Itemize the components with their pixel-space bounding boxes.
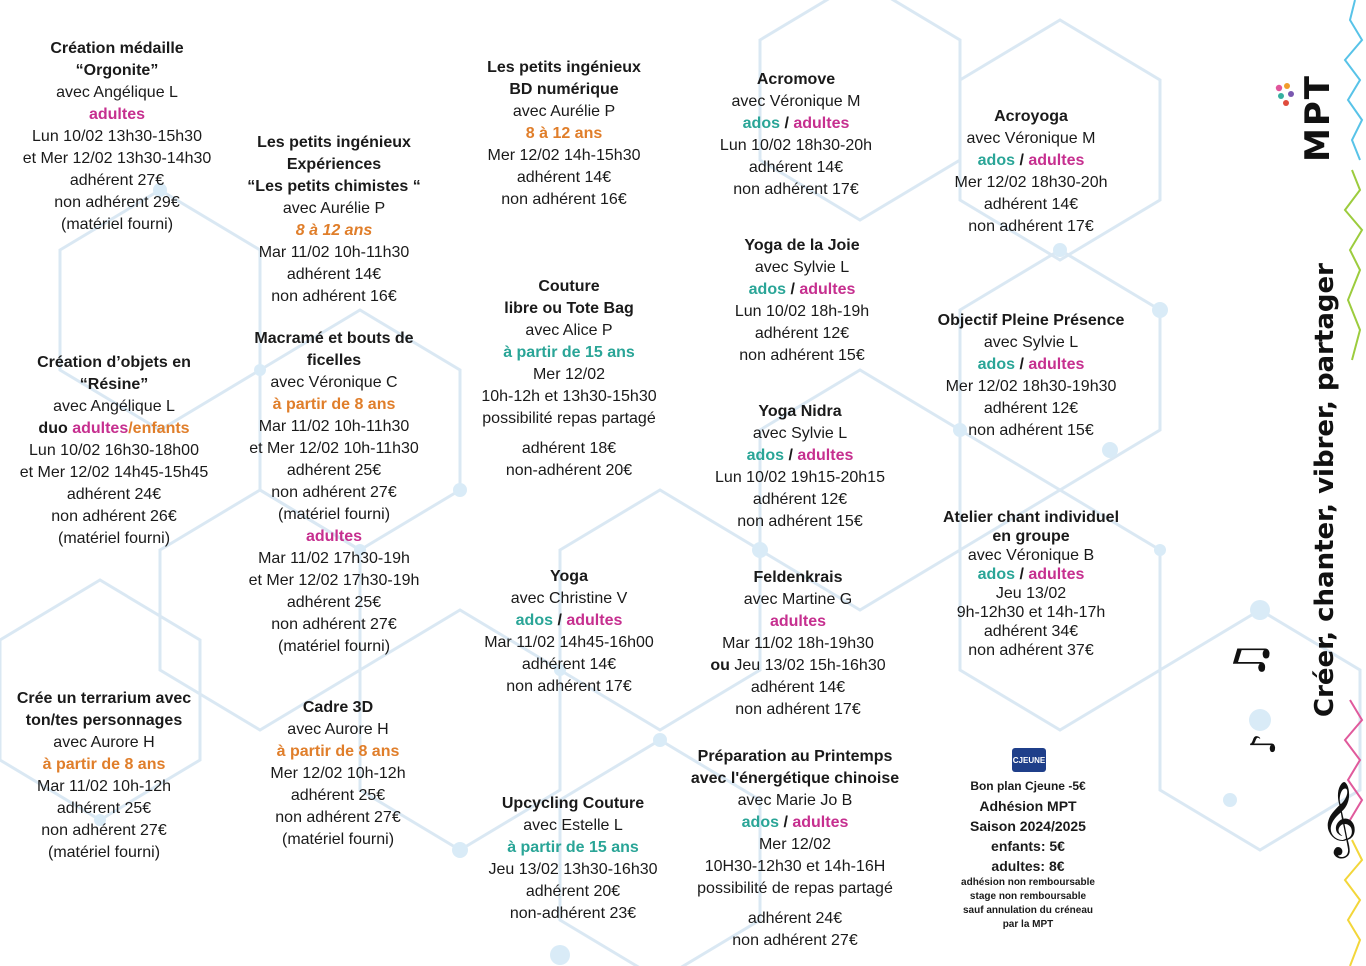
svg-text:♫: ♫ bbox=[1225, 640, 1276, 680]
workshop-upcycling: Upcycling Couture avec Estelle L à partir de 15 ans Jeu 13/02 13h30-16h30 adhérent 20€ non-adhérent 23€ bbox=[488, 795, 658, 922]
workshop-yoga-nidra: Yoga Nidra avec Sylvie L ados / adultes Lun 10/02 19h15-20h15 adhérent 12€ non adhérent 15€ bbox=[715, 403, 885, 530]
workshop-macrame: Macramé et bouts de ficelles avec Véronique C à partir de 8 ans Mar 11/02 10h-11h30 et Mer 12/02 10h-11h30 adhérent 25€ non adhérent 27€ (matériel fourni) adultes Mar 11/02 17h30-19h et Mer 12/02 17h30-19h adhérent 25€ non adhérent 27€ (matériel fourni) bbox=[248, 330, 420, 655]
cjeune-logo: CJEUNE bbox=[1012, 748, 1046, 772]
svg-text:♪: ♪ bbox=[1244, 733, 1284, 755]
workshop-feldenkrais: Feldenkrais avec Martine G adultes Mar 11/02 18h-19h30 ou Jeu 13/02 15h-16h30 adhérent 14€ non adhérent 17€ bbox=[710, 569, 886, 718]
workshop-acroyoga: Acroyoga avec Véronique M ados / adultes Mer 12/02 18h30-20h adhérent 14€ non adhérent 17€ bbox=[954, 108, 1108, 235]
workshop-bd-numerique: Les petits ingénieux BD numérique avec Aurélie P 8 à 12 ans Mer 12/02 14h-15h30 adhérent 14€ non adhérent 16€ bbox=[487, 59, 641, 208]
workshop-pleine-presence: Objectif Pleine Présence avec Sylvie L ados / adultes Mer 12/02 18h30-19h30 adhérent 12€ non adhérent 15€ bbox=[937, 312, 1125, 439]
mpt-logo: MPT bbox=[1298, 74, 1338, 162]
workshop-couture: Couture libre ou Tote Bag avec Alice P à partir de 15 ans Mer 12/02 10h-12h et 13h30-15h30 possibilité repas partagé adhérent 18€ non-adhérent 20€ bbox=[481, 278, 657, 479]
workshop-cadre-3d: Cadre 3D avec Aurore H à partir de 8 ans Mer 12/02 10h-12h adhérent 25€ non adhérent 27€ (matériel fourni) bbox=[270, 699, 406, 848]
workshop-yoga: Yoga avec Christine V ados / adultes Mar 11/02 14h45-16h00 adhérent 14€ non adhérent 17€ bbox=[484, 568, 654, 695]
workshop-medaille: Création médaille “Orgonite” avec Angélique L adultes Lun 10/02 13h30-15h30 et Mer 12/02 13h30-14h30 adhérent 27€ non adhérent 29€ (matériel fourni) bbox=[22, 40, 212, 233]
workshop-terrarium: Crée un terrarium avec ton/tes personnages avec Aurore H à partir de 8 ans Mar 11/02 10h-12h adhérent 25€ non adhérent 27€ (matériel fourni) bbox=[16, 690, 192, 861]
workshop-chimistes: Les petits ingénieux Expériences “Les petits chimistes “ avec Aurélie P 8 à 12 ans Mar 11/02 10h-11h30 adhérent 14€ non adhérent 16€ bbox=[247, 134, 421, 305]
workshop-chant: Atelier chant individuel en groupe avec Véronique B ados / adultes Jeu 13/02 9h-12h30 et 14h-17h adhérent 34€ non adhérent 37€ bbox=[942, 509, 1120, 659]
slogan: Créer, chanter, vibrer, partager bbox=[1310, 263, 1340, 717]
mpt-logo-dots bbox=[1273, 82, 1299, 113]
workshop-yoga-joie: Yoga de la Joie avec Sylvie L ados / adultes Lun 10/02 18h-19h adhérent 12€ non adhérent 15€ bbox=[734, 237, 870, 364]
svg-text:𝄞: 𝄞 bbox=[1320, 782, 1358, 856]
workshop-resine: Création d’objets en “Résine” avec Angélique L duo adultes/enfants Lun 10/02 16h30-18h00 et Mer 12/02 14h45-15h45 adhérent 24€ non adhérent 26€ (matériel fourni) bbox=[19, 354, 209, 547]
workshop-printemps: Préparation au Printemps avec l'énergétique chinoise avec Marie Jo B ados / adultes Mer 12/02 10H30-12h30 et 14h-16H possibilité de repas partagé adhérent 24€ non adhérent 27€ bbox=[690, 748, 900, 949]
membership-info: Bon plan Cjeune -5€ Adhésion MPT Saison 2024/2025 enfants: 5€ adultes: 8€ adhésion non remboursable stage non remboursable sauf annulation du créneau par la MPT bbox=[961, 779, 1095, 930]
workshop-acromove: Acromove avec Véronique M ados / adultes Lun 10/02 18h30-20h adhérent 14€ non adhérent 17€ bbox=[719, 71, 873, 198]
